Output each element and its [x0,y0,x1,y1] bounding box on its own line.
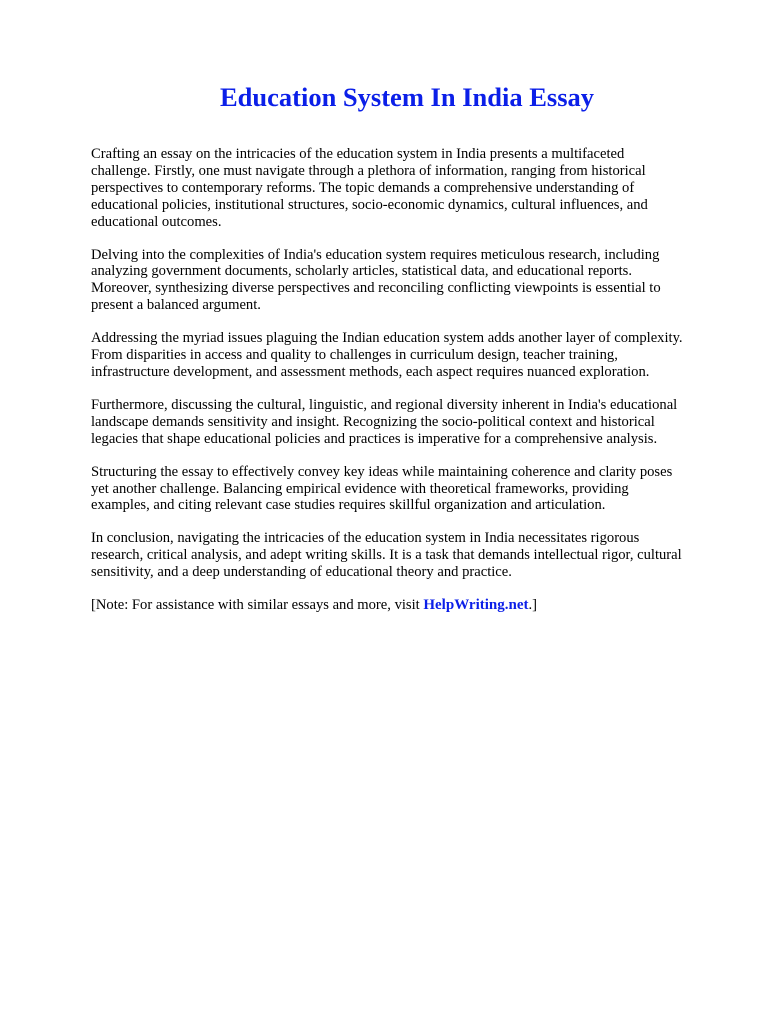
paragraph-line: Structuring the essay to effectively convey key ideas while maintaining coherence and clarity poses [91,463,673,480]
paragraph-line: From disparities in access and quality to challenges in curriculum design, teacher training, [91,347,618,364]
note-prefix: [Note: For assistance with similar essays and more, visit [91,597,424,614]
helpwriting-link[interactable]: HelpWriting.net [423,597,529,614]
essay-body [91,146,731,614]
paragraph-line: Furthermore, discussing the cultural, linguistic, and regional diversity inherent in India's educational [91,396,678,413]
paragraph-line: educational policies, institutional structures, socio-economic dynamics, cultural influences, and [91,196,648,213]
paragraph-line: infrastructure development, and assessment methods, each aspect requires nuanced exploration. [91,363,650,380]
paragraph-2 [91,247,731,315]
paragraph-line: examples, and citing relevant case studies requires skillful organization and articulation. [91,497,606,514]
paragraph-5 [91,464,731,515]
paragraph-line: present a balanced argument. [91,297,261,314]
paragraph-line: educational outcomes. [91,213,222,230]
paragraph-line: sensitivity, and a deep understanding of educational theory and practice. [91,564,512,581]
paragraph-line: In conclusion, navigating the intricacies of the education system in India necessitates rigorous [91,530,640,547]
paragraph-line: landscape demands sensitivity and insight. Recognizing the socio-political context and historical [91,413,655,430]
paragraph-4 [91,397,731,448]
paragraph-line: research, critical analysis, and adept writing skills. It is a task that demands intellectual rigor, cultural [91,547,682,564]
document-title: Education System In India Essay [219,82,595,112]
paragraph-line: Moreover, synthesizing diverse perspectives and reconciling conflicting viewpoints is essential to [91,280,661,297]
assistance-note [91,597,731,614]
paragraph-1 [91,146,731,231]
paragraph-3 [91,330,731,381]
paragraph-line: Delving into the complexities of India's education system requires meticulous research, including [91,246,660,263]
paragraph-line: legacies that shape educational policies and practices is imperative for a comprehensive analysis. [91,430,658,447]
paragraph-line: perspectives to contemporary reforms. The topic demands a comprehensive understanding of [91,179,635,196]
paragraph-6 [91,530,731,581]
paragraph-line: analyzing government documents, scholarly articles, statistical data, and educational reports. [91,263,633,280]
paragraph-line: Crafting an essay on the intricacies of the education system in India presents a multifaceted [91,146,625,162]
paragraph-line: yet another challenge. Balancing empirical evidence with theoretical frameworks, providing [91,480,629,497]
paragraph-line: Addressing the myriad issues plaguing the Indian education system adds another layer of complexity. [91,330,683,347]
paragraph-line: challenge. Firstly, one must navigate through a plethora of information, ranging from historical [91,162,646,179]
note-suffix: .] [528,597,538,614]
